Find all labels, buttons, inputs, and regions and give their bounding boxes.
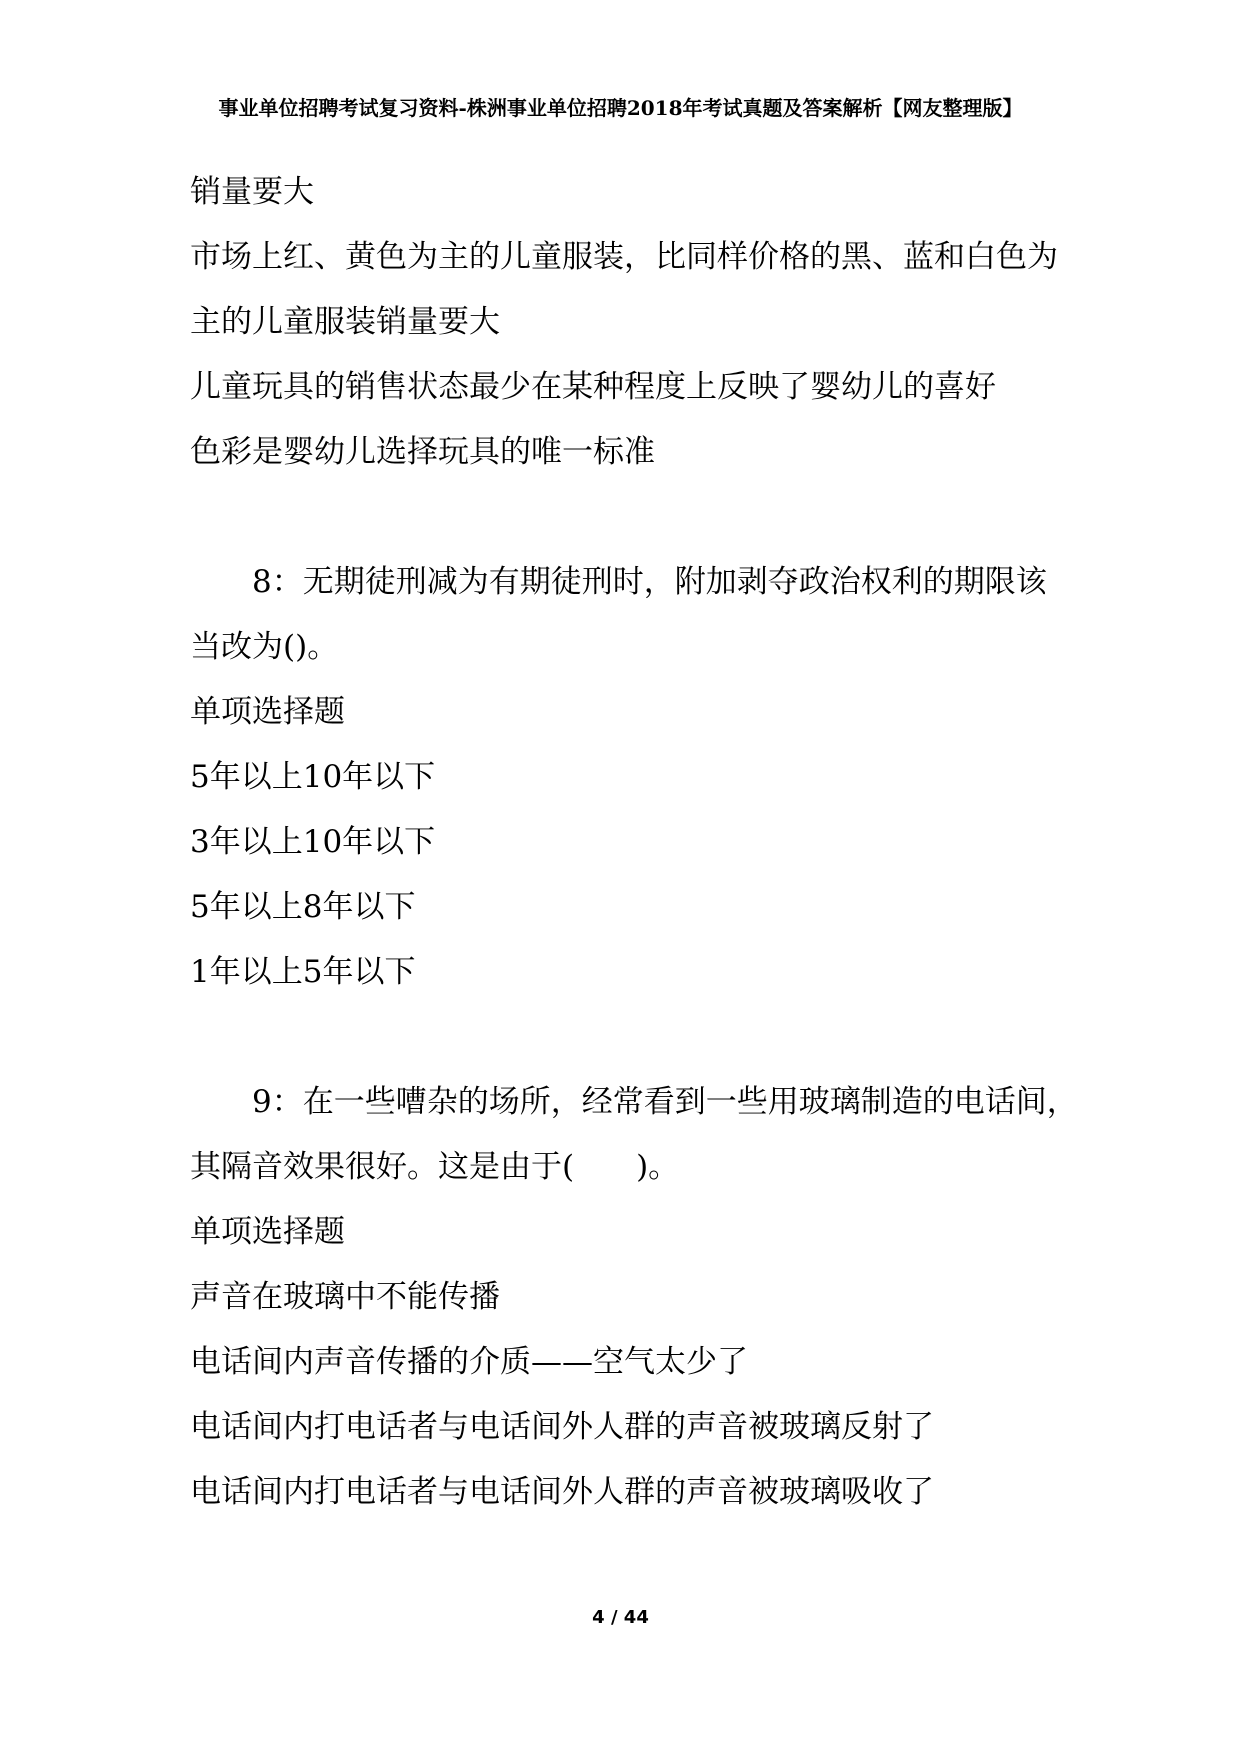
option-text: 1年以上5年以下 [190,954,416,990]
option-text: 销量要大 [190,174,314,210]
option-text: 儿童玩具的销售状态最少在某种程度上反映了婴幼儿的喜好 [190,369,996,405]
option-text: 市场上红、黄色为主的儿童服装，比同样价格的黑、蓝和白色为 [190,239,1058,275]
page-footer [0,1606,1241,1630]
option-text: 电话间内声音传播的介质——空气太少了 [190,1344,748,1380]
question-9 [190,1070,1078,1525]
option-text: 声音在玻璃中不能传播 [190,1279,500,1315]
question-stem: 8：无期徒刑减为有期徒刑时，附加剥夺政治权利的期限该 [252,564,1047,600]
option-text: 5年以上10年以下 [190,759,436,795]
question-stem: 9：在一些嘈杂的场所，经常看到一些用玻璃制造的电话间， [252,1084,1078,1120]
question-type: 单项选择题 [190,1214,345,1250]
page-content [190,160,1078,1525]
question-stem-continued: 当改为()。 [190,629,339,665]
page-number: 4 / 44 [592,1607,649,1628]
question-stem-continued: 其隔音效果很好。这是由于( )。 [190,1149,680,1185]
option-text: 3年以上10年以下 [190,824,436,860]
option-text: 主的儿童服装销量要大 [190,304,500,340]
option-text: 色彩是婴幼儿选择玩具的唯一标准 [190,434,655,470]
spacer [190,485,1070,550]
question-8 [190,550,1070,1005]
previous-question-options [190,160,1070,485]
document-title: 事业单位招聘考试复习资料-株洲事业单位招聘2018年考试真题及答案解析【网友整理版】 [218,96,1023,120]
option-text: 电话间内打电话者与电话间外人群的声音被玻璃吸收了 [190,1474,934,1510]
spacer [190,1005,1070,1070]
question-type: 单项选择题 [190,694,345,730]
page-header [0,94,1241,122]
option-text: 电话间内打电话者与电话间外人群的声音被玻璃反射了 [190,1409,934,1445]
option-text: 5年以上8年以下 [190,889,416,925]
